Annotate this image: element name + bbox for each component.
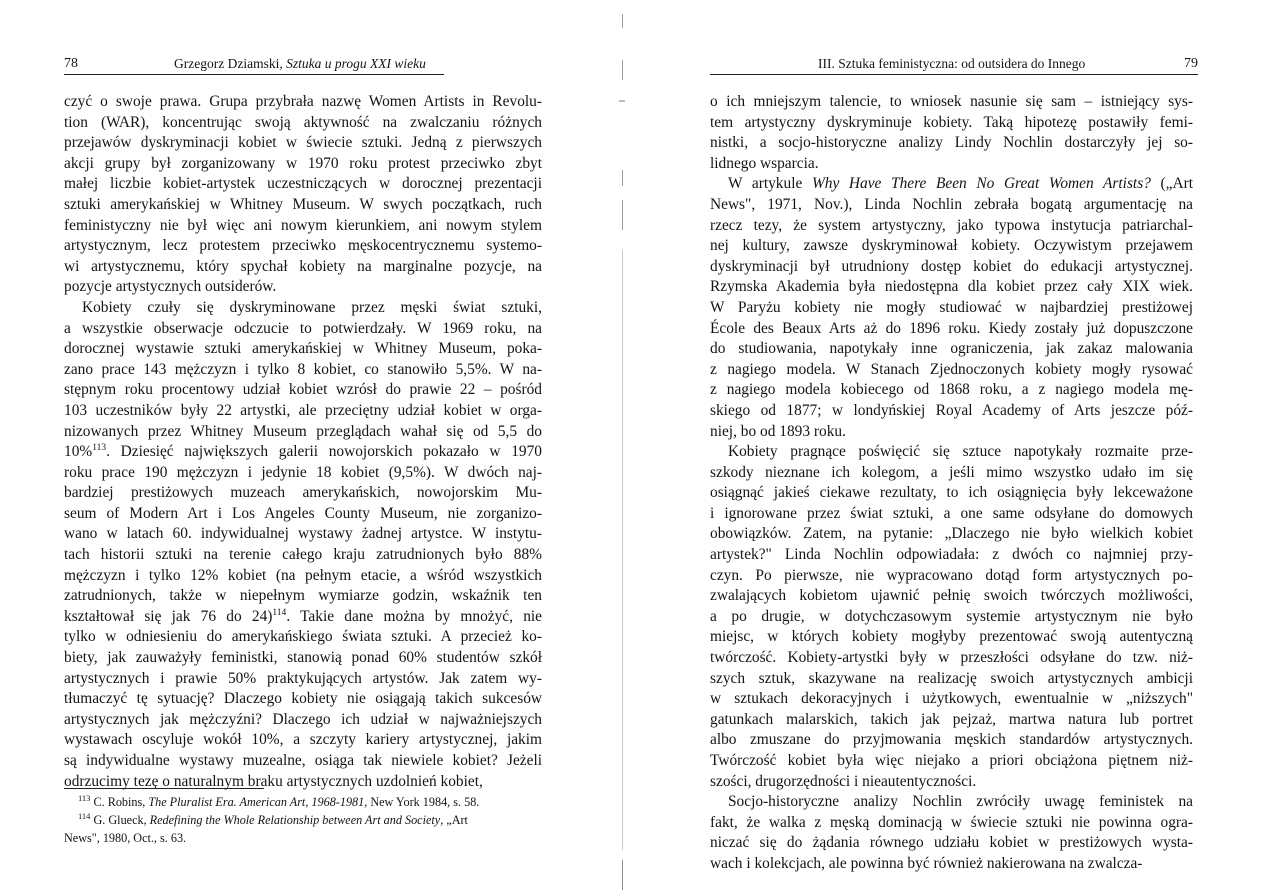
text-line [64,689,542,710]
text-line [64,174,542,195]
text-segment: zano prace 143 mężczyzn i tylko 8 kobiet, co stanowiło 5,5%. W na- [64,360,542,378]
footnote-text: C. Robins, [90,795,149,809]
footnote-rule [64,788,264,789]
footnotes [64,788,542,847]
footnote [64,811,542,829]
text-line [64,524,542,545]
text-segment: tach historii sztuki na terenie całego kraju zatrudnionych było 88% [64,546,542,564]
text-line [710,422,1193,443]
text-segment: akcji grupy był zorganizowany w 1970 roku protest przeciwko zbyt [64,154,542,172]
text-line [710,607,1193,628]
left-page [0,0,630,894]
text-line [64,154,542,175]
right-page-body [710,92,1193,875]
text-line [710,113,1193,134]
header-author: Grzegorz Dziamski, [174,56,283,71]
text-line [710,710,1193,731]
running-head-text-right: III. Sztuka feministyczna: od outsidera do Innego [818,56,1086,71]
text-line [710,319,1193,340]
text-segment: tłumaczyć tę sytuację? Dlaczego kobiety nie osiągają takich sukcesów [64,690,542,708]
text-segment: są indywidualne wystawy muzealne, osiąga tak niewiele kobiet? Jeżeli [64,752,542,769]
text-segment: skiego od 1877; w londyńskiej Royal Academy of Arts jeszcze póź- [710,401,1193,419]
text-segment: wach i kolekcjach, ale powinna być również nakierowana na zwalcza- [710,854,1143,872]
text-segment: szkody nieznane ich kolegom, a jeśli mimo wszystko udało im się [710,463,1193,481]
text-line [64,442,542,463]
footnote-text: G. Glueck, [90,813,150,827]
gutter-fold-line [622,250,623,850]
text-line [64,627,542,648]
header-book-title: Sztuka u progu XXI wieku [286,56,426,71]
text-segment: miejsc, w których kobiety mogłyby prezentować swoją autentyczną [710,628,1193,646]
text-line [710,730,1193,751]
text-line [710,133,1193,154]
text-segment: osiągnąć jakieś ciekawe rezultaty, to ich osiągnięcia były lekceważone [710,484,1193,502]
text-line [64,607,542,628]
text-line [710,504,1193,525]
text-segment: biety, jak zauważyły feministki, stanowią ponad 60% studentów szkół [64,649,542,667]
text-line [710,216,1193,237]
text-line [710,524,1193,545]
text-segment: przejawów dyskryminacji kobiet w świecie sztuki. Jedną z pierwszych [64,134,542,152]
gutter-mark [622,170,623,186]
text-line [64,319,542,340]
gutter-mark [622,60,623,80]
footnote-text: News", 1980, Oct., s. 63. [64,831,187,845]
page-number-right: 79 [1184,56,1198,71]
text-line [64,648,542,669]
text-segment: Rzymska Akademia była niedostępna dla kobiet przez cały XIX wiek. [710,278,1193,296]
text-segment: w sztukach dekoracyjnych i użytkowych, ewentualnie w „niższych" [710,690,1193,708]
text-line [710,627,1193,648]
text-line [64,113,542,134]
text-segment: niczać się do żądania równego udziału kobiet w prestiżowych wysta- [710,834,1193,852]
text-segment: z nagiego modela. W Stanach Zjednoczonych kobiety mogły rysować [710,360,1193,378]
text-line [710,813,1193,834]
page-number-left: 78 [64,56,78,71]
text-line [64,751,542,772]
text-segment: a wszystkie obserwacje odczucie to potwierdzały. W 1969 roku, na [64,319,542,337]
text-line [710,648,1193,669]
text-line [710,92,1193,113]
footnote-number: 113 [78,792,91,803]
footnote [64,829,542,847]
text-segment: nizowanych przez Whitney Museum przeglądach wahał się od 5,5 do [64,422,542,440]
text-segment: artystycznym, lecz protestem przeciwko męskocentrycznemu systemo- [64,237,542,255]
text-segment: gatunkach malarskich, takich jak pejzaż, martwa natura lub portret [710,710,1193,728]
text-segment: odrzucimy tezę o naturalnym braku artystycznych uzdolnień kobiet, [64,772,483,790]
text-line [710,174,1193,195]
text-segment: czyn. Po pierwsze, nie wypracowano dotąd form artystycznych po- [710,566,1193,584]
text-segment: 10% [64,443,93,461]
text-line [64,360,542,381]
footnote-title: Redefining the Whole Relationship between Art and Society [149,813,441,827]
text-segment: obowiązków. Zatem, na pytanie: „Dlaczego nie było wielkich kobiet [710,525,1193,543]
text-line [710,669,1193,690]
text-segment: albo zmuszane do przyjmowania męskich standardów artystycznych. [710,731,1193,749]
text-segment: bardziej prestiżowych muzeach amerykańskich, nowojorskim Mu- [64,484,542,502]
text-segment: mężczyzn i tylko 12% kobiet (na pełnym etacie, a wśród wszystkich [64,566,542,584]
text-line [710,854,1193,875]
text-segment: artystek?" Linda Nochlin odpowiadała: z dwóch co najmniej przy- [710,546,1193,564]
text-segment: („Art [1150,175,1193,193]
text-segment: News", 1971, Nov.), Linda Nochlin zebrała bogatą argumentację na [710,195,1193,213]
footnote-reference[interactable]: 114 [272,607,287,618]
text-segment: stępnym roku procentowy udział kobiet wzrósł do prawie 22 – pośród [64,381,542,399]
text-line [710,401,1193,422]
text-segment: École des Beaux Arts aż do 1896 roku. Kiedy zostały już dopuszczone [710,319,1193,337]
text-segment: nej kultury, zawsze dyskryminował kobiety. Oczywistym przejawem [710,237,1193,255]
text-segment: dyskryminacji był utrudniony dostęp kobiet do edukacji artystycznej. [710,257,1193,275]
text-line [64,483,542,504]
text-line [710,833,1193,854]
gutter-mark [622,200,623,230]
text-line [710,380,1193,401]
footnote-number: 114 [78,810,91,821]
right-page [630,0,1262,894]
text-line [64,669,542,690]
text-line [64,710,542,731]
text-line [710,277,1193,298]
text-line [710,360,1193,381]
gutter-mark [622,860,623,890]
text-segment: Twórczość kobiet była więc niejako a priori obciążona piętnem niż- [710,752,1193,769]
text-line [710,586,1193,607]
text-line [64,586,542,607]
text-segment: W Paryżu kobiety nie mogły studiować w najbardziej prestiżowej [710,298,1193,316]
text-segment: lidnego wsparcia. [710,154,819,172]
text-line [710,442,1193,463]
text-segment: szości, drugorzędności i nieautentyczności. [710,772,977,790]
text-segment: pozycje artystycznych outsiderów. [64,278,277,296]
text-segment: Kobiety czuły się dyskryminowane przez męski świat sztuki, [82,298,542,316]
text-line [64,236,542,257]
text-line [710,257,1193,278]
italic-title: Why Have There Been No Great Women Artists? [811,175,1151,193]
text-segment: tem artystyczny dyskryminuje kobiety. Taką hipotezę postawiły femi- [710,113,1193,131]
footnote-text: , New York 1984, s. 58. [364,795,480,809]
text-line [64,339,542,360]
running-head-text-left [174,56,426,72]
text-line [64,195,542,216]
text-segment: dorocznej wystawie sztuki amerykańskiej w Whitney Museum, poka- [64,340,542,358]
text-line [64,401,542,422]
text-segment: i ignorowane przez świat sztuki, a one same odsyłane do domowych [710,504,1193,522]
text-segment: wano w latach 60. indywidualnej wystawy żadnej artystce. W instytu- [64,525,542,543]
text-line [710,298,1193,319]
text-line [710,772,1193,793]
text-line [64,504,542,525]
text-line [710,463,1193,484]
text-line [64,298,542,319]
text-segment: twórczość. Kobiety-artystki były w przeszłości odsyłane do tzw. niż- [710,649,1193,667]
text-segment: małej liczbie kobiet-artystek uczestniczących w dorocznej prezentacji [64,175,542,193]
text-line [710,566,1193,587]
text-line [64,463,542,484]
text-segment: Socjo-historyczne analizy Nochlin zwróciły uwagę feministek na [728,793,1193,811]
text-line [710,751,1193,772]
text-line [710,236,1193,257]
text-segment: z nagiego modela kobiecego od 1868 roku, a z nagiego modela mę- [710,381,1193,399]
text-segment: zatrudnionych, także w niepełnym wymiarze godzin, wskaźnik ten [64,587,542,605]
footnote-title: The Pluralist Era. American Art, 1968-1981 [148,795,365,809]
footnote-text: , „Art [440,813,468,827]
footnote [64,793,542,811]
text-segment: Kobiety pragnące poświęcić się sztuce napotykały rozmaite prze- [728,443,1193,461]
text-segment: seum of Modern Art i Los Angeles County Museum, nie zorganizo- [64,504,542,522]
text-line [64,277,542,298]
text-segment: W artykule [728,175,812,193]
text-line [64,380,542,401]
text-segment: wi artystycznemu, który spychał kobiety na marginalne pozycje, na [64,257,542,275]
running-head-right [710,56,1198,75]
text-line [710,154,1193,175]
text-segment: wystawach oscyluje wokół 10%, a szczyty kariery artystycznej, jakim [64,731,542,749]
text-segment: 103 uczestników były 22 artystki, ale przeciętny udział kobiet w orga- [64,401,542,419]
text-line [710,792,1193,813]
text-segment: do studiowania, napotykały inne ograniczenia, jak zakaz malowania [710,340,1193,358]
text-line [64,566,542,587]
text-segment: a po drugie, w dotychczasowym systemie artystycznym nie było [710,607,1193,625]
text-segment: kształtował się jak 76 do 24) [64,607,273,625]
text-segment: rzecz tezy, że system artystyczny, jako typowa instytucja patriarchal- [710,216,1193,234]
text-segment: niej, bo od 1893 roku. [710,422,846,440]
text-line [710,339,1193,360]
text-segment: roku prace 190 mężczyzn i jedynie 18 kobiet (9,5%). W dwóch naj- [64,463,542,481]
gutter-mark [619,100,625,102]
text-line [710,483,1193,504]
text-segment: szych sztuk, skazywane na realizację swoich artystycznych ambicji [710,669,1193,687]
left-page-body [64,92,542,792]
text-line [710,689,1193,710]
text-segment: o ich mniejszym talencie, to wniosek nasunie się sam – istniejący sys- [710,93,1193,110]
text-segment: feministyczny nie był więc ani nowym kierunkiem, ani nowym stylem [64,216,542,234]
text-segment: artystycznych i prawie 50% praktykujących artystów. Jak zatem wy- [64,669,542,687]
text-segment: fakt, że walka z męską dominacją w świecie sztuki nie powinna ogra- [710,813,1193,831]
running-head-left [64,56,444,75]
text-segment: . Takie dane można by mnożyć, nie [286,607,542,625]
text-segment: sztuki amerykańskiej w Whitney Museum. W swych początkach, ruch [64,195,542,213]
text-segment: artystycznych jak mężczyźni? Dlaczego ich udział w najważniejszych [64,710,542,728]
text-line [64,257,542,278]
footnote-reference[interactable]: 113 [92,442,107,453]
text-segment: zwalających kobietom ujawnić pełnię swoich twórczych możliwości, [710,587,1193,605]
text-segment: tion (WAR), koncentrując swoją aktywność na zwalczaniu różnych [64,113,542,131]
text-line [64,216,542,237]
text-line [64,730,542,751]
text-line [710,195,1193,216]
text-segment: czyć o swoje prawa. Grupa przybrała nazwę Women Artists in Revolu- [64,93,542,110]
text-segment: nistki, a socjo-historyczne analizy Lindy Nochlin dostarczyły jej so- [710,134,1193,152]
text-segment: . Dziesięć największych galerii nowojorskich pokazało w 1970 [106,443,542,461]
gutter-mark [622,14,623,28]
text-line [64,422,542,443]
text-line [64,545,542,566]
text-segment: tylko w odniesieniu do amerykańskiego świata sztuki. A przecież ko- [64,628,542,646]
text-line [64,133,542,154]
text-line [64,92,542,113]
text-line [710,545,1193,566]
